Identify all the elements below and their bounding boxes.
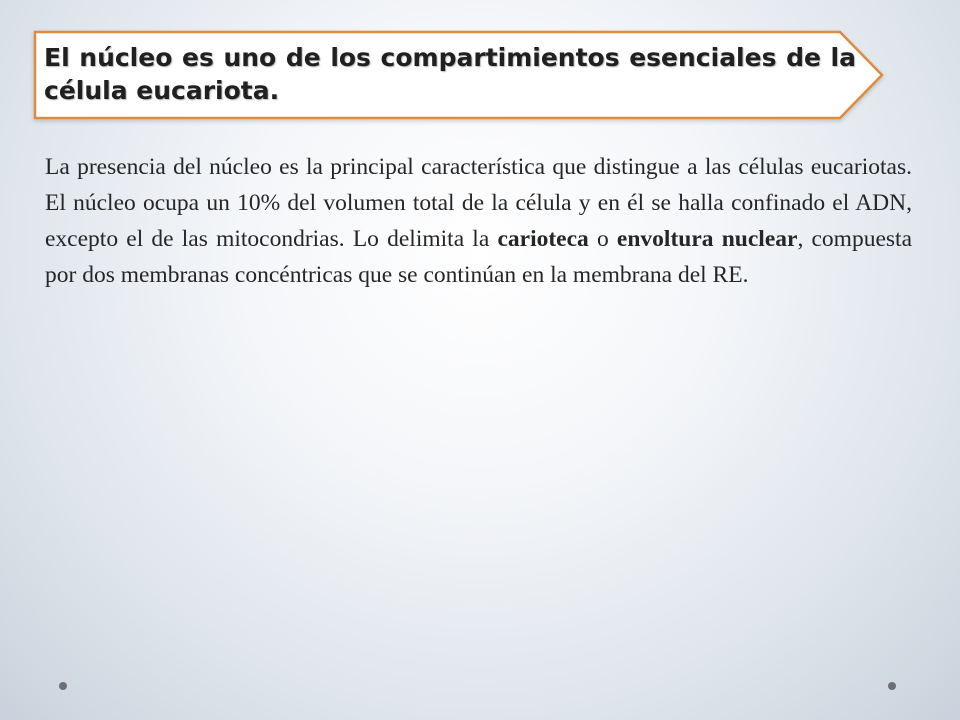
term-carioteca: carioteca (497, 226, 589, 252)
term-envoltura-nuclear: envoltura nuclear (616, 226, 798, 252)
body-text-part-3: , compuesta por dos membranas concéntricas que se continúan en la membrana del RE. (45, 226, 912, 288)
body-text-part-1: La presencia del núcleo es la principal característica que distingue a las células eucariotas. El núcleo ocupa un 10% del volumen total de la célula y en él se halla confinado el ADN, excepto el de las mitocondrias. Lo delimita la (45, 154, 912, 252)
body-paragraph (45, 149, 912, 293)
body-text-part-2: o (588, 226, 617, 252)
slide-title: El núcleo es uno de los compartimientos esenciales de la célula eucariota. (44, 43, 856, 105)
bullet-dot-right (888, 682, 896, 690)
bullet-dot-left (59, 682, 67, 690)
